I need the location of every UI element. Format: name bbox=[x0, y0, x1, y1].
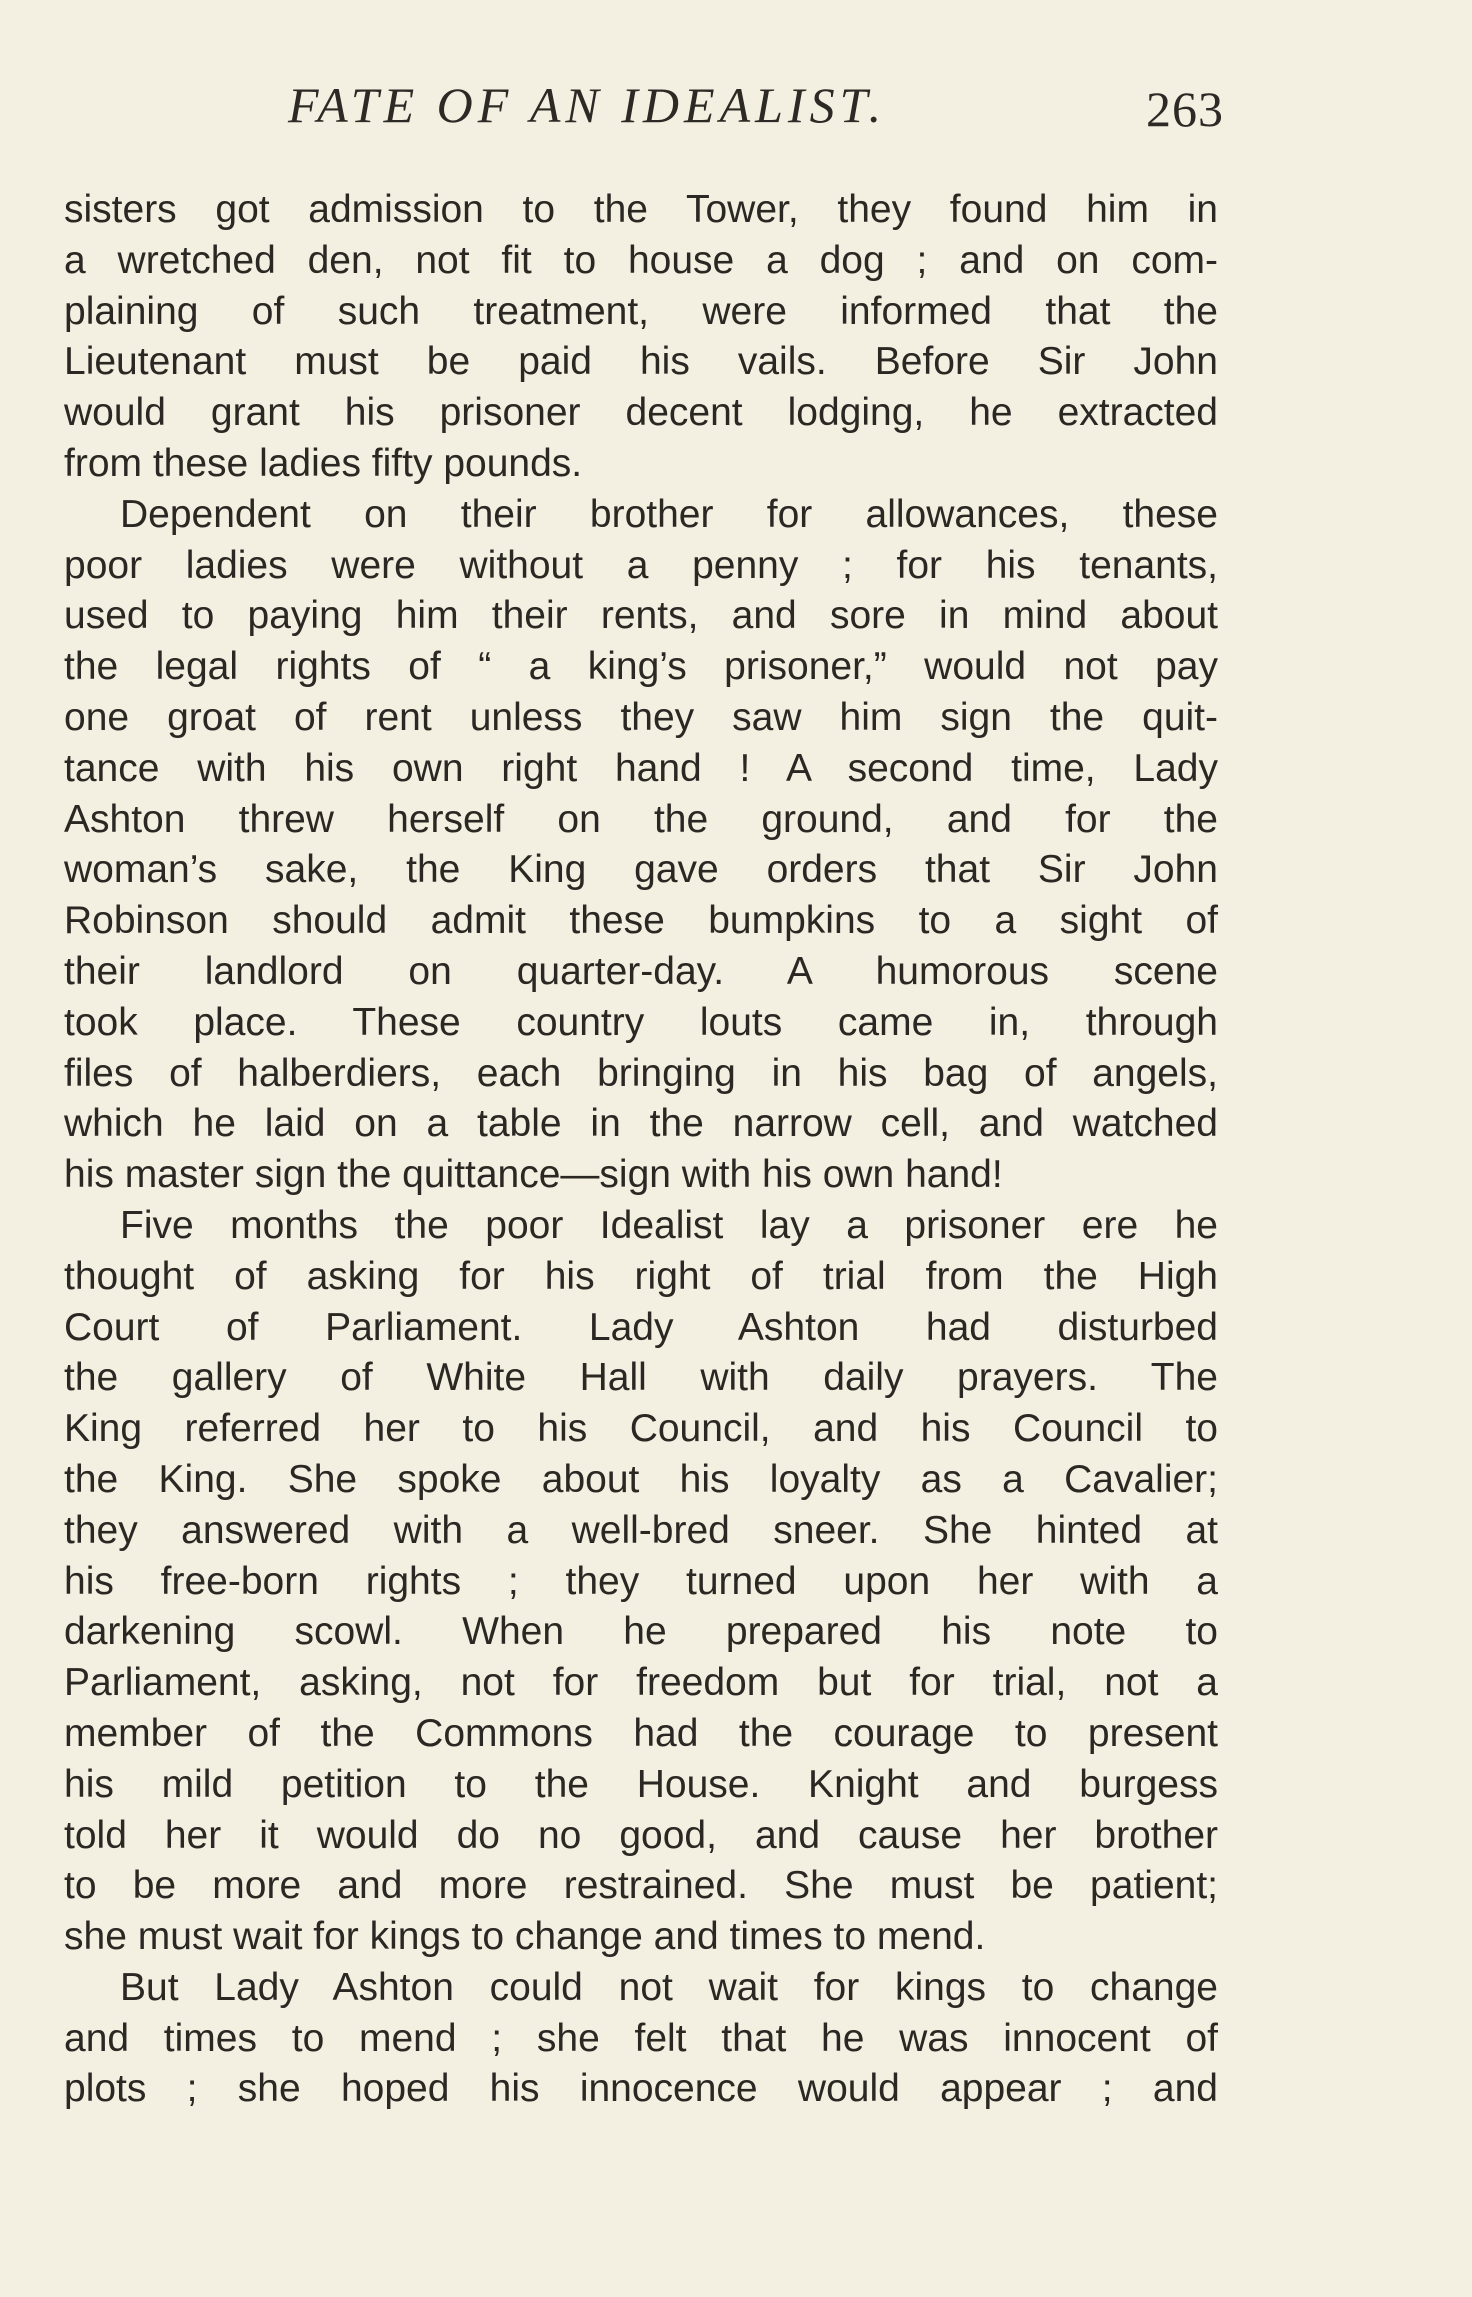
text-line: the legal rights of “ a king’s prisoner,” would not pay bbox=[64, 645, 1218, 689]
text-line: took place. These country louts came in, through bbox=[64, 1000, 1218, 1044]
body-text bbox=[64, 185, 1218, 2115]
paragraph bbox=[64, 1963, 1218, 2115]
text-line: thought of asking for his right of trial from the High bbox=[64, 1254, 1218, 1298]
text-line: their landlord on quarter-day. A humorous scene bbox=[64, 949, 1218, 993]
text-line: Robinson should admit these bumpkins to a sight of bbox=[64, 899, 1218, 943]
text-line: they answered with a well-bred sneer. She hinted at bbox=[64, 1508, 1218, 1552]
text-line: his mild petition to the House. Knight and burgess bbox=[64, 1762, 1218, 1806]
text-line: and times to mend ; she felt that he was innocent of bbox=[64, 2016, 1218, 2060]
text-line: used to paying him their rents, and sore in mind about bbox=[64, 594, 1218, 638]
text-line: plaining of such treatment, were informed that the bbox=[64, 289, 1218, 333]
text-line: woman’s sake, the King gave orders that Sir John bbox=[64, 848, 1218, 892]
text-line: to be more and more restrained. She must be patient; bbox=[64, 1864, 1218, 1908]
text-line: would grant his prisoner decent lodging, he extracted bbox=[64, 391, 1218, 435]
running-head bbox=[64, 76, 1224, 156]
paragraph bbox=[64, 1201, 1218, 1963]
running-title: FATE OF AN IDEALIST. bbox=[288, 77, 887, 133]
text-line: Court of Parliament. Lady Ashton had disturbed bbox=[64, 1305, 1218, 1349]
text-line: his master sign the quittance—sign with his own hand! bbox=[64, 1153, 1003, 1197]
text-line: member of the Commons had the courage to present bbox=[64, 1711, 1218, 1755]
text-line: But Lady Ashton could not wait for kings to change bbox=[120, 1965, 1218, 2009]
text-line: tance with his own right hand ! A second time, Lady bbox=[64, 746, 1218, 790]
paragraph bbox=[64, 490, 1218, 1201]
text-line: his free-born rights ; they turned upon her with a bbox=[64, 1559, 1218, 1603]
text-line: told her it would do no good, and cause her brother bbox=[64, 1813, 1218, 1857]
text-line: plots ; she hoped his innocence would appear ; and bbox=[64, 2067, 1218, 2111]
text-line: from these ladies fifty pounds. bbox=[64, 441, 583, 485]
text-line: Parliament, asking, not for freedom but for trial, not a bbox=[64, 1661, 1218, 1705]
text-line: one groat of rent unless they saw him sign the quit- bbox=[64, 695, 1218, 739]
text-line: sisters got admission to the Tower, they found him in bbox=[64, 188, 1218, 231]
text-line: Lieutenant must be paid his vails. Before Sir John bbox=[64, 340, 1218, 384]
text-line: Ashton threw herself on the ground, and for the bbox=[64, 797, 1218, 841]
text-line: files of halberdiers, each bringing in his bag of angels, bbox=[64, 1051, 1218, 1095]
text-line: Five months the poor Idealist lay a prisoner ere he bbox=[120, 1203, 1218, 1247]
text-line: which he laid on a table in the narrow cell, and watched bbox=[64, 1102, 1218, 1146]
text-line: the King. She spoke about his loyalty as a Cavalier; bbox=[64, 1457, 1218, 1501]
paragraph bbox=[64, 185, 1218, 490]
text-line: Dependent on their brother for allowances, these bbox=[120, 492, 1218, 536]
page-number: 263 bbox=[1146, 81, 1224, 137]
text-line: poor ladies were without a penny ; for his tenants, bbox=[64, 543, 1218, 587]
text-line: darkening scowl. When he prepared his note to bbox=[64, 1610, 1218, 1654]
text-line: the gallery of White Hall with daily prayers. The bbox=[64, 1356, 1218, 1400]
text-line: a wretched den, not fit to house a dog ; and on com- bbox=[64, 238, 1218, 282]
text-line: she must wait for kings to change and times to mend. bbox=[64, 1915, 986, 1959]
text-line: King referred her to his Council, and his Council to bbox=[64, 1407, 1218, 1451]
